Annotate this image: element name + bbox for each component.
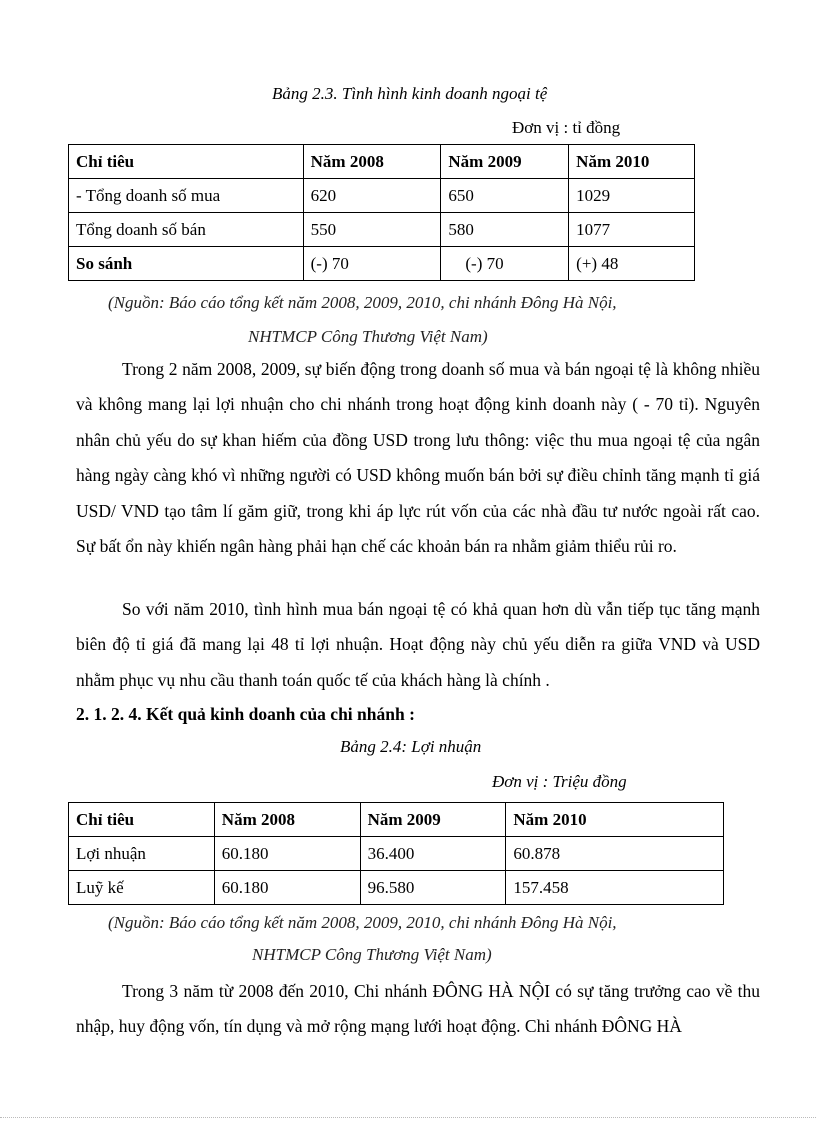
header-cell: Năm 2010 [506, 803, 724, 837]
header-cell: Năm 2008 [214, 803, 360, 837]
table-row [69, 179, 695, 213]
table-cell: Luỹ kế [69, 871, 215, 905]
table-cell: (-) 70 [303, 247, 441, 281]
header-cell: Năm 2009 [360, 803, 506, 837]
table-cell: - Tổng doanh số mua [69, 179, 304, 213]
table1-foreign-exchange [68, 144, 695, 281]
table1-source-line1: (Nguồn: Báo cáo tổng kết năm 2008, 2009, 2010, chi nhánh Đông Hà Nội, [108, 293, 617, 312]
paragraph-3: Trong 3 năm từ 2008 đến 2010, Chi nhánh ĐÔNG HÀ NỘI có sự tăng trưởng cao về thu nhập, huy động vốn, tín dụng và mở rộng mạng lưới hoạt động. Chi nhánh ĐÔNG HÀ [76, 981, 760, 1037]
paragraph-1: Trong 2 năm 2008, 2009, sự biến động trong doanh số mua và bán ngoại tệ là không nhiều và không mang lại lợi nhuận cho chi nhánh trong hoạt động kinh doanh này ( - 70 tỉ). Nguyên nhân chủ yếu do sự khan hiếm của đồng USD trong lưu thông: việc thu mua ngoại tệ của ngân hàng ngày càng khó vì những người có USD không muốn bán bởi sự điều chỉnh tăng mạnh tỉ giá USD/ VND tạo tâm lí găm giữ, trong khi áp lực rút vốn của các nhà đầu tư nước ngoài rất cao. Sự bất ổn này khiến ngân hàng phải hạn chế các khoản bán ra nhằm giảm thiểu rủi ro. [76, 359, 760, 557]
table-cell: (+) 48 [569, 247, 695, 281]
table-cell: 650 [441, 179, 569, 213]
paragraph-2: So với năm 2010, tình hình mua bán ngoại tệ có khả quan hơn dù vẫn tiếp tục tăng mạnh biên độ tỉ giá đã mang lại 48 tỉ lợi nhuận. Hoạt động này chủ yếu diễn ra giữa VND và USD nhằm phục vụ nhu cầu thanh toán quốc tế của khách hàng là chính . [76, 599, 760, 690]
section-heading: 2. 1. 2. 4. Kết quả kinh doanh của chi nhánh : [76, 704, 415, 724]
table2-source-line1: (Nguồn: Báo cáo tổng kết năm 2008, 2009, 2010, chi nhánh Đông Hà Nội, [108, 913, 617, 932]
table-cell: 1077 [569, 213, 695, 247]
table-cell: 60.878 [506, 837, 724, 871]
table1-caption: Bảng 2.3. Tình hình kinh doanh ngoại tệ [272, 84, 548, 103]
table-cell: 580 [441, 213, 569, 247]
table-cell: 36.400 [360, 837, 506, 871]
table-cell: 1029 [569, 179, 695, 213]
table-cell: 620 [303, 179, 441, 213]
table2-profit [68, 802, 724, 905]
table-cell: 550 [303, 213, 441, 247]
header-cell: Chỉ tiêu [69, 803, 215, 837]
table-row [69, 837, 724, 871]
table-cell: 60.180 [214, 837, 360, 871]
header-cell: Năm 2010 [569, 145, 695, 179]
table2-source-line2: NHTMCP Công Thương Việt Nam) [252, 945, 492, 964]
table-cell: 157.458 [506, 871, 724, 905]
table-row [69, 871, 724, 905]
header-cell: Chỉ tiêu [69, 145, 304, 179]
table1-source-line2: NHTMCP Công Thương Việt Nam) [248, 327, 488, 346]
page-bottom-border [0, 1117, 816, 1118]
table2-caption: Bảng 2.4: Lợi nhuận [340, 737, 482, 756]
header-cell: Năm 2008 [303, 145, 441, 179]
table-row [69, 213, 695, 247]
table-header-row [69, 803, 724, 837]
table-row [69, 247, 695, 281]
table-cell: 96.580 [360, 871, 506, 905]
table2-unit: Đơn vị : Triệu đồng [492, 772, 627, 791]
table-cell: Tổng doanh số bán [69, 213, 304, 247]
header-cell: Năm 2009 [441, 145, 569, 179]
table-cell: Lợi nhuận [69, 837, 215, 871]
table-cell: (-) 70 [441, 247, 569, 281]
table-cell: 60.180 [214, 871, 360, 905]
table1-unit: Đơn vị : tỉ đồng [512, 118, 621, 137]
table-cell: So sánh [69, 247, 304, 281]
table-header-row [69, 145, 695, 179]
